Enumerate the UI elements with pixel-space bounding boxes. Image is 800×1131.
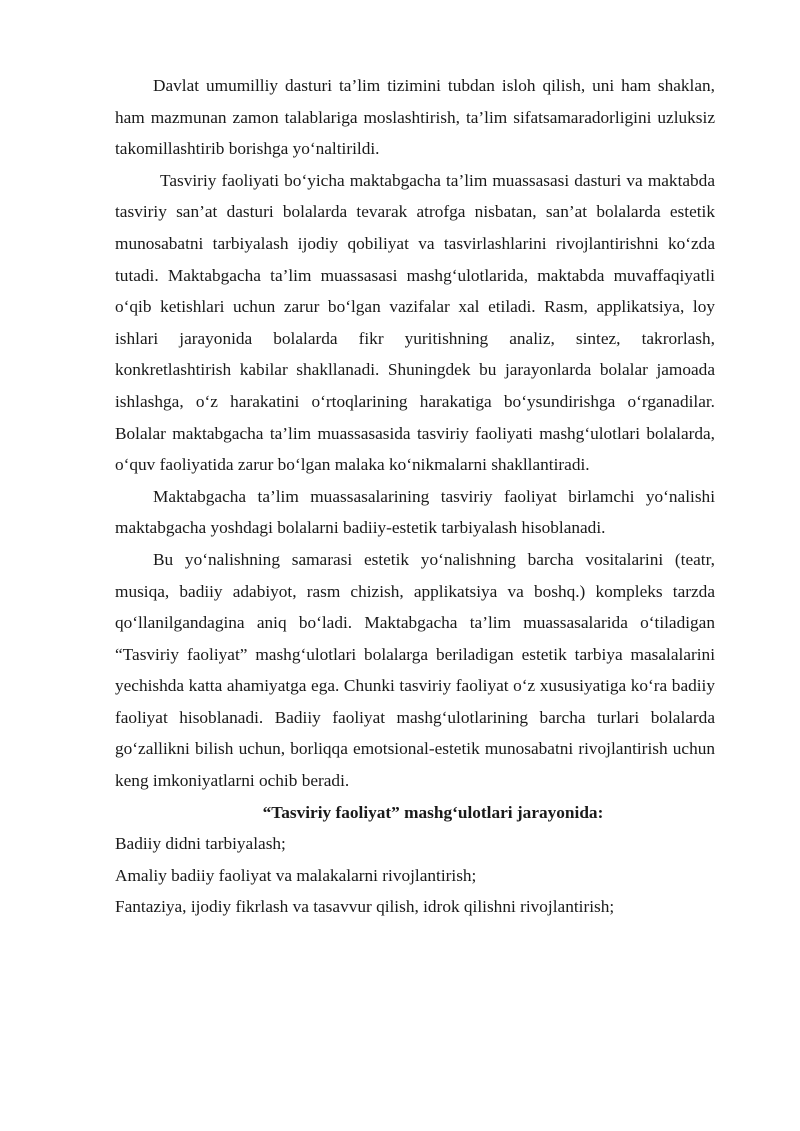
list-item: Fantaziya, ijodiy fikrlash va tasavvur qilish, idrok qilishni rivojlantirish; (115, 897, 615, 917)
section-heading: “Tasviriy faoliyat” mashg‘ulotlari jarayonida: (262, 802, 604, 822)
document-page (115, 70, 715, 923)
paragraph-4: Bu yo‘nalishning samarasi estetik yo‘nalishning barcha vositalarini (teatr, musiqa, badiiy adabiyot, rasm chizish, applikatsiya va boshq.) kompleks tarzda qo‘llanilgandagina aniq bo‘ladi. Maktabgacha ta’lim muassasalarida o‘tiladigan “Tasviriy faoliyat” mashg‘ulotlari bolalarga beriladigan estetik tarbiya masalalarini yechishda katta ahamiyatga ega. Chunki tasviriy faoliyat o‘z xususiyatiga ko‘ra badiiy faoliyat hisoblanadi. Badiiy faoliyat mashg‘ulotlarining barcha turlari bolalarda go‘zallikni bilish uchun, borliqqa emotsional-estetik munosabatni rivojlantirish uchun keng imkoniyatlarni ochib beradi. (115, 549, 715, 791)
list-item: Badiiy didni tarbiyalash; (115, 834, 286, 854)
list-item: Amaliy badiiy faoliyat va malakalarni rivojlantirish; (115, 865, 477, 885)
paragraph-2: Tasviriy faoliyati bo‘yicha maktabgacha ta’lim muassasasi dasturi va maktabda tasviriy san’at dasturi bolalarda tevarak atrofga nisbatan, san’at bolalarda estetik munosabatni tarbiyalash ijodiy qobiliyat va tasvirlashlarini rivojlantirishni ko‘zda tutadi. Maktabgacha ta’lim muassasasi mashg‘ulotlarida, maktabda muvaffaqiyatli o‘qib ketishlari uchun zarur bo‘lgan vazifalar xal etiladi. Rasm, applikatsiya, loy ishlari jarayonida bolalarda fikr yuritishning analiz, sintez, takrorlash, konkretlashtirish kabilar shakllanadi. Shuningdek bu jarayonlarda bolalar jamoada ishlashga, o‘z harakatini o‘rtoqlarining harakatiga bo‘ysundirishga o‘rganadilar. Bolalar maktabgacha ta’lim muassasasida tasviriy faoliyati mashg‘ulotlari bolalarda, o‘quv faoliyatida zarur bo‘lgan malaka ko‘nikmalarni shakllantiradi. (115, 170, 715, 475)
paragraph-3: Maktabgacha ta’lim muassasalarining tasviriy faoliyat birlamchi yo‘nalishi maktabgacha yoshdagi bolalarni badiiy-estetik tarbiyalash hisoblanadi. (115, 486, 715, 538)
paragraph-1: Davlat umumilliy dasturi ta’lim tizimini tubdan isloh qilish, uni ham shaklan, ham mazmunan zamon talablariga moslashtirish, ta’lim sifatsamaradorligini uzluksiz takomillashtirib borishga yo‘naltirildi. (115, 76, 715, 159)
activity-list (115, 828, 715, 923)
